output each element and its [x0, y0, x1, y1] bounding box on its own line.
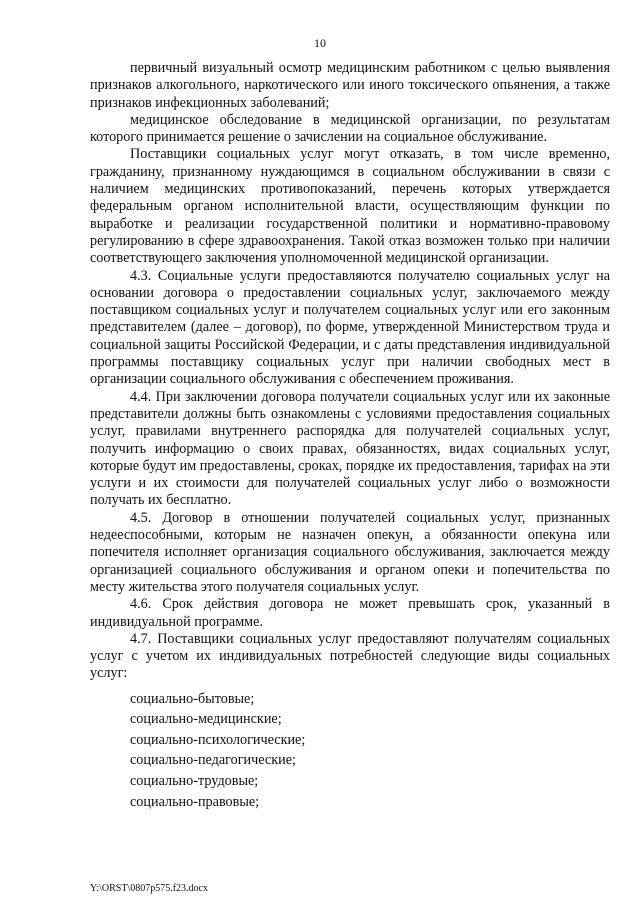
service-type-item: социально-педагогические;	[130, 752, 296, 769]
paragraph-4-6: 4.6. Срок действия договора не может превышать срок, указанный в индивидуальной программе.	[90, 596, 610, 630]
footer-file-path: Y:\ORST\0807p575.f23.docx	[90, 883, 208, 894]
page-number: 10	[314, 36, 326, 50]
paragraph-4-4: 4.4. При заключении договора получатели социальных услуг или их законные представители должны быть ознакомлены с условиями предоставления социальных услуг, правилами внутреннего распорядка для получателей социальных услуг, получить информацию о своих правах, обязанностях, видах социальных услуг, которые будут им предоставлены, сроках, порядке их предоставления, тарифах на эти услуги и их стоимости для получателей социальных услуг либо о возможности получать их бесплатно.	[90, 388, 610, 509]
paragraph-medical-examination: медицинское обследование в медицинской организации, по результатам которого принимается решение о зачислении на социальное обслуживание.	[90, 111, 610, 146]
paragraph-refusal: Поставщики социальных услуг могут отказать, в том числе временно, гражданину, признанному нуждающимся в социальном обслуживании в связи с наличием медицинских противопоказаний, перечень которых утверждается федеральным органом исполнительной власти, осуществляющим функции по выработке и реализации государственной политики и нормативно-правовому регулированию в сфере здравоохранения. Такой отказ возможен только при наличии соответствующего заключения уполномоченной медицинской организации.	[90, 146, 610, 267]
service-type-item: социально-трудовые;	[130, 773, 259, 790]
service-type-item: социально-психологические;	[130, 731, 306, 748]
service-type-item: социально-медицинские;	[130, 711, 282, 728]
paragraph-4-3: 4.3. Социальные услуги предоставляются получателю социальных услуг на основании договора о предоставлении социальных услуг, заключаемого между поставщиком социальных услуг и получателем социальных услуг или его законным представителем (далее – договор), по форме, утвержденной Министерством труда и социальной защиты Российской Федерации, и с даты представления индивидуальной программы поставщику социальных услуг при наличии свободных мест в организации социального обслуживания с обеспечением проживания.	[90, 267, 610, 388]
document-body	[90, 60, 610, 812]
paragraph-4-5: 4.5. Договор в отношении получателей социальных услуг, признанных недееспособными, которым не назначен опекун, а обязанности опекуна или попечителя исполняет организация социального обслуживания, заключается между организацией социального обслуживания и органом опеки и попечительства по месту жительства этого получателя социальных услуг.	[90, 509, 610, 595]
paragraph-4-7: 4.7. Поставщики социальных услуг предоставляют получателям социальных услуг с учетом их индивидуальных потребностей следующие виды социальных услуг:	[90, 630, 610, 682]
service-types-list	[90, 689, 610, 813]
service-type-item: социально-правовые;	[130, 793, 260, 810]
service-type-item: социально-бытовые;	[130, 690, 255, 707]
paragraph-visual-inspection: первичный визуальный осмотр медицинским работником с целью выявления признаков алкогольного, наркотического или иного токсического опьянения, а также признаков инфекционных заболеваний;	[90, 60, 610, 111]
